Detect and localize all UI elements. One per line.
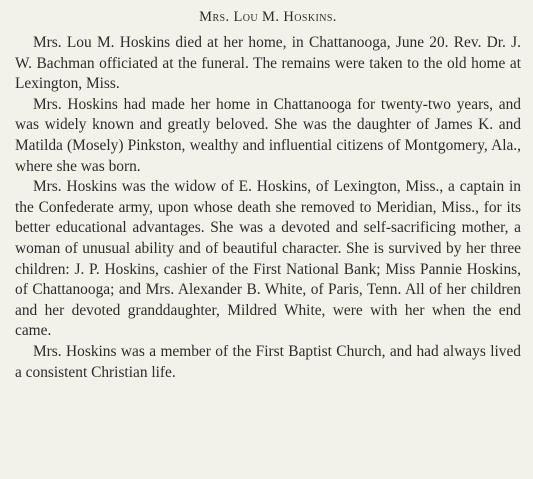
paragraph-1: Mrs. Lou M. Hoskins died at her home, in Chattanooga, June 20. Rev. Dr. J. W. Bachman officiated at the funeral. The remains were taken to the old home at Lexington, Miss.: [15, 34, 521, 93]
paragraph-4: Mrs. Hoskins was a member of the First Baptist Church, and had always lived a consistent Christian life.: [15, 342, 521, 381]
paragraph-3: Mrs. Hoskins was the widow of E. Hoskins, of Lexington, Miss., a captain in the Confederate army, upon whose death she removed to Meridian, Miss., for its better educational advantages. She was a devoted and self-sacrificing mother, a woman of unusual ability and of beautiful character. She is survived by her three children: J. P. Hoskins, cashier of the First National Bank; Miss Pannie Hoskins, of Chattanooga; and Mrs. Alexander B. White, of Paris, Tenn. All of her children and her devoted granddaughter, Mildred White, were with her when the end came.: [15, 178, 521, 340]
article-title: Mrs. Lou M. Hoskins.: [199, 9, 337, 25]
paragraph-2: Mrs. Hoskins had made her home in Chattanooga for twenty-two years, and was widely known and greatly beloved. She was the daughter of James K. and Matilda (Mosely) Pinkston, wealthy and influential citizens of Montgomery, Ala., where she was born.: [15, 95, 521, 175]
